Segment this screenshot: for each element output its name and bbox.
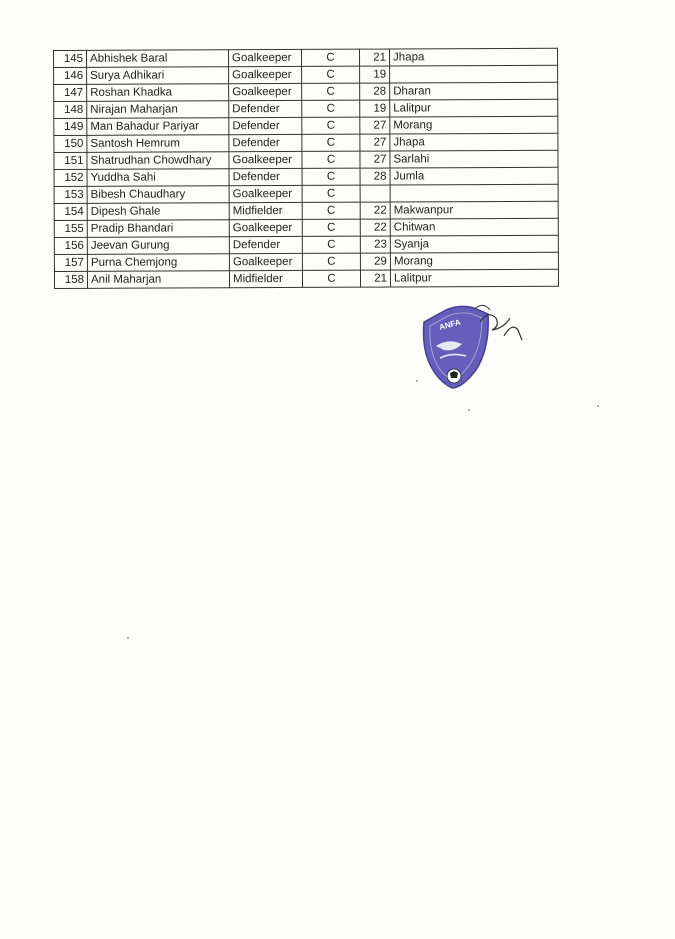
player-name-cell: Shatrudhan Chowdhary [87, 152, 229, 170]
category-cell: C [302, 100, 360, 117]
district-cell: Syanja [390, 235, 558, 253]
district-cell [390, 65, 558, 83]
player-name-cell: Santosh Hemrum [87, 135, 229, 153]
age-cell: 19 [360, 66, 390, 83]
table-row [54, 82, 558, 101]
serial-number-cell: 154 [54, 203, 87, 220]
serial-number-cell: 157 [54, 254, 87, 271]
age-cell: 19 [360, 100, 390, 117]
table-row [54, 48, 558, 67]
category-cell: C [302, 202, 360, 219]
table-row [54, 269, 558, 288]
position-cell: Defender [229, 100, 302, 117]
player-name-cell: Abhishek Baral [87, 50, 229, 68]
table-row [54, 65, 558, 84]
table-row [54, 252, 558, 271]
table-row [54, 235, 558, 254]
district-cell: Dharan [390, 82, 558, 100]
serial-number-cell: 158 [54, 271, 87, 288]
position-cell: Defender [229, 236, 302, 253]
table-row [54, 201, 558, 220]
district-cell: Lalitpur [390, 269, 558, 287]
district-cell: Morang [390, 252, 558, 270]
table-row [54, 150, 558, 169]
age-cell: 27 [360, 117, 390, 134]
category-cell: C [302, 168, 360, 185]
district-cell: Makwanpur [390, 201, 558, 219]
age-cell: 29 [360, 253, 390, 270]
district-cell: Sarlahi [390, 150, 558, 168]
district-cell [390, 184, 558, 202]
category-cell: C [302, 219, 360, 236]
position-cell: Defender [229, 134, 302, 151]
serial-number-cell: 148 [54, 101, 87, 118]
category-cell: C [302, 270, 360, 287]
position-cell: Goalkeeper [229, 219, 302, 236]
position-cell: Goalkeeper [229, 185, 302, 202]
position-cell: Midfielder [229, 202, 302, 219]
serial-number-cell: 153 [54, 186, 87, 203]
position-cell: Goalkeeper [229, 49, 302, 66]
table-row [54, 133, 558, 152]
serial-number-cell: 150 [54, 135, 87, 152]
player-name-cell: Bibesh Chaudhary [87, 186, 229, 204]
player-name-cell: Jeevan Gurung [87, 237, 229, 255]
district-cell: Morang [390, 116, 558, 134]
age-cell: 21 [360, 270, 390, 287]
position-cell: Goalkeeper [229, 253, 302, 270]
player-name-cell: Man Bahadur Pariyar [87, 118, 229, 136]
category-cell: C [302, 83, 360, 100]
anfa-seal-signature [418, 300, 528, 395]
category-cell: C [302, 66, 360, 83]
serial-number-cell: 151 [54, 152, 87, 169]
age-cell: 28 [360, 83, 390, 100]
scan-speck [468, 409, 470, 411]
category-cell: C [302, 253, 360, 270]
table-row [54, 218, 558, 237]
category-cell: C [302, 185, 360, 202]
position-cell: Goalkeeper [229, 83, 302, 100]
age-cell: 23 [360, 236, 390, 253]
table-row [54, 116, 558, 135]
age-cell [360, 185, 390, 202]
category-cell: C [302, 151, 360, 168]
age-cell: 22 [360, 202, 390, 219]
player-name-cell: Surya Adhikari [87, 67, 229, 85]
player-name-cell: Roshan Khadka [87, 84, 229, 102]
district-cell: Chitwan [390, 218, 558, 236]
age-cell: 28 [360, 168, 390, 185]
serial-number-cell: 147 [54, 84, 87, 101]
player-roster-table [53, 48, 559, 289]
player-name-cell: Yuddha Sahi [87, 169, 229, 187]
district-cell: Jhapa [389, 48, 557, 66]
serial-number-cell: 155 [54, 220, 87, 237]
scan-speck [416, 380, 418, 382]
age-cell: 22 [360, 219, 390, 236]
svg-text:ANFA: ANFA [438, 317, 462, 332]
category-cell: C [302, 117, 360, 134]
position-cell: Midfielder [229, 270, 302, 287]
serial-number-cell: 146 [54, 67, 87, 84]
scan-speck [597, 405, 599, 407]
serial-number-cell: 149 [54, 118, 87, 135]
position-cell: Goalkeeper [229, 151, 302, 168]
table-row [54, 99, 558, 118]
table-row [54, 167, 558, 186]
serial-number-cell: 156 [54, 237, 87, 254]
district-cell: Jhapa [390, 133, 558, 151]
roster-body [54, 48, 559, 288]
category-cell: C [302, 134, 360, 151]
player-name-cell: Pradip Bhandari [87, 220, 229, 238]
district-cell: Lalitpur [390, 99, 558, 117]
player-name-cell: Anil Maharjan [87, 271, 229, 289]
age-cell: 21 [359, 49, 389, 66]
category-cell: C [301, 49, 359, 66]
serial-number-cell: 145 [54, 50, 87, 67]
position-cell: Goalkeeper [229, 66, 302, 83]
category-cell: C [302, 236, 360, 253]
position-cell: Defender [229, 168, 302, 185]
position-cell: Defender [229, 117, 302, 134]
player-name-cell: Dipesh Ghale [87, 203, 229, 221]
age-cell: 27 [360, 134, 390, 151]
scan-speck [127, 637, 129, 639]
district-cell: Jumla [390, 167, 558, 185]
player-name-cell: Nirajan Maharjan [87, 101, 229, 119]
age-cell: 27 [360, 151, 390, 168]
serial-number-cell: 152 [54, 169, 87, 186]
player-name-cell: Purna Chemjong [87, 254, 229, 272]
table-row [54, 184, 558, 203]
